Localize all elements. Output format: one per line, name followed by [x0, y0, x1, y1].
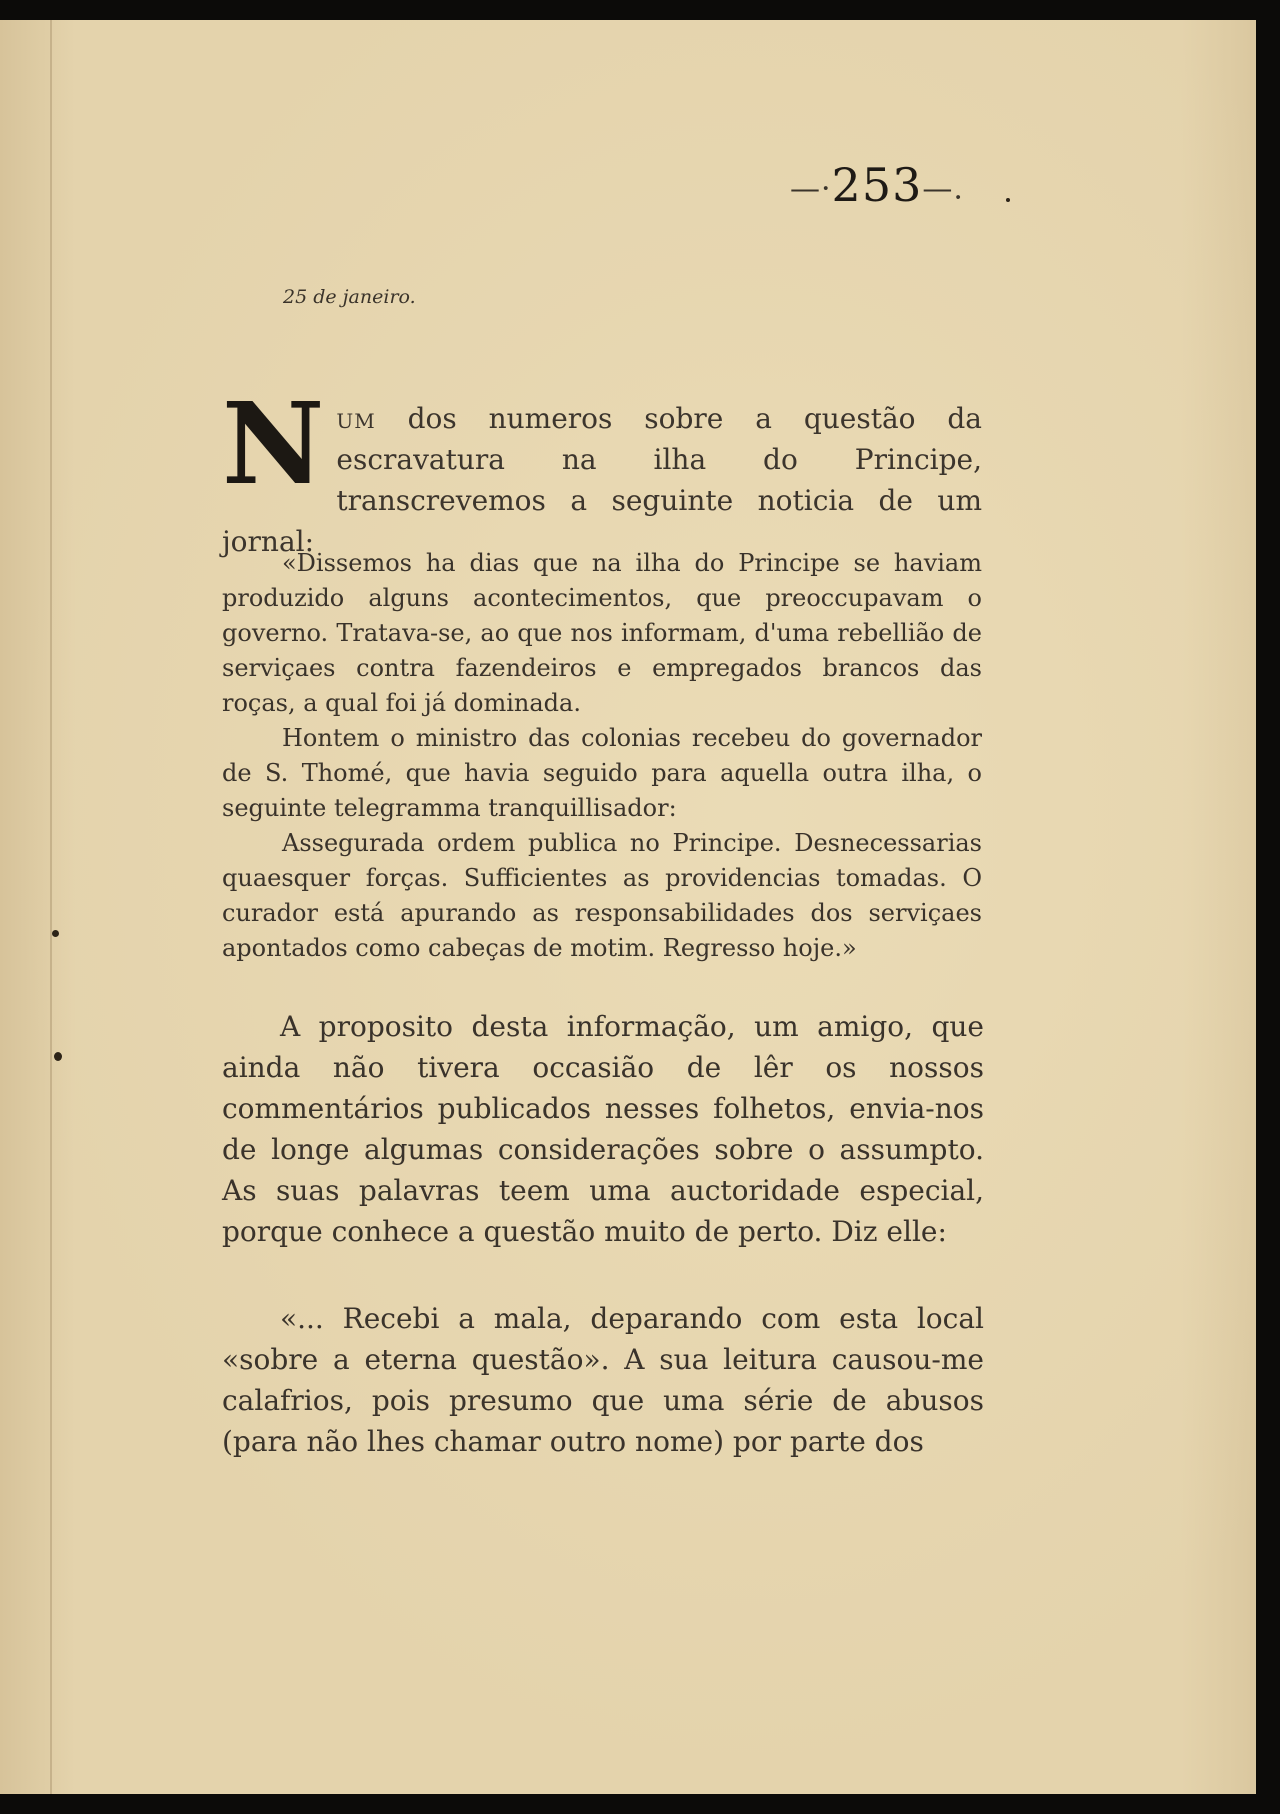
page-number — [790, 158, 964, 212]
ink-speck — [54, 1052, 62, 1061]
page-number-dash-right: —. — [922, 171, 964, 207]
body-paragraph — [222, 1006, 984, 1252]
letter-paragraph-1: «... Recebi a mala, deparando com esta local «sobre a eterna questão». A sua leitura causou-me calafrios, pois presumo que uma série de abusos (para não lhes chamar outro nome) por parte dos — [222, 1302, 984, 1458]
quote-paragraph-1: «Dissemos ha dias que na ilha do Principe se haviam produzido alguns acontecimentos, que preoccupavam o governo. Tratava-se, ao que nos informam, d'uma rebellião de serviçaes contra fazendeiros e empregados brancos das roças, a qual foi já dominada. — [222, 549, 982, 717]
newspaper-quote — [222, 546, 982, 966]
intro-body: dos numeros sobre a questão da escravatura na ilha do Principe, transcrevemos a seguinte noticia de um jornal: — [222, 402, 982, 558]
page-gutter-line — [50, 20, 52, 1794]
intro-paragraph — [222, 379, 982, 562]
page-number-dash-left: —· — [790, 171, 832, 207]
intro-text — [222, 379, 982, 562]
ink-speck — [1006, 198, 1010, 202]
quote-paragraph-2: Hontem o ministro das colonias recebeu do governador de S. Thomé, que havia seguido para aquella outra ilha, o seguinte telegramma tranquillisador: — [222, 724, 982, 822]
quote-telegram: Assegurada ordem publica no Principe. Desnecessarias quaesquer forças. Sufficientes as providencias tomadas. O curador está apurando as responsabilidades dos serviçaes apontados como cabeças de motim. Regresso hoje.» — [222, 829, 982, 962]
body-paragraph-1: A proposito desta informação, um amigo, que ainda não tivera occasião de lêr os nossos commentários publicados nesses folhetos, envia-nos de longe algumas considerações sobre o assumpto. As suas palavras teem uma auctoridade especial, porque conhece a questão muito de perto. Diz elle: — [222, 1010, 984, 1248]
dateline: 25 de janeiro. — [283, 286, 416, 308]
book-page — [0, 20, 1256, 1794]
page-number-value: 253 — [831, 158, 923, 212]
intro-smallcaps: um — [336, 402, 376, 435]
ink-speck — [52, 930, 59, 937]
letter-excerpt — [222, 1298, 984, 1462]
drop-cap: N — [222, 379, 325, 510]
